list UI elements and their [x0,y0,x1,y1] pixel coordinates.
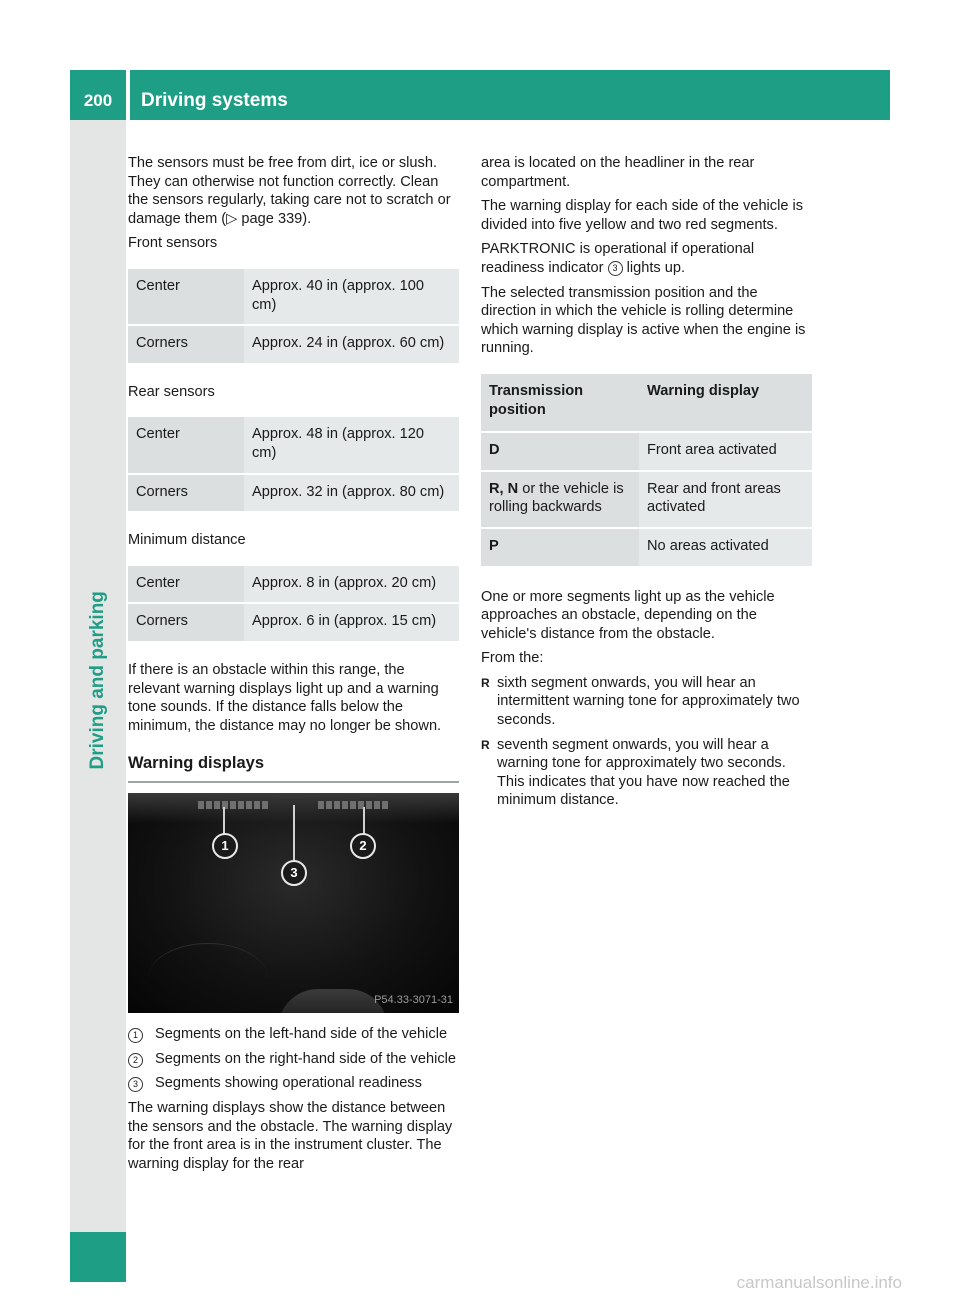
bullet-list [481,674,812,810]
seat-shape [278,989,388,1013]
segments-light-paragraph: One or more segments light up as the vehicle approaches an obstacle, depending on the vehicle's distance from the obstacle. [481,588,775,642]
table-row: D Front area activated [481,433,812,470]
legend-number: 1 [128,1028,143,1043]
legend-number: 2 [128,1053,143,1068]
legend-item: 1 Segments on the left-hand side of the vehicle [128,1025,459,1044]
list-item: R sixth segment onwards, you will hear an intermittent warning tone for approximately two seconds. [481,674,812,730]
callout-1: 1 [212,833,238,859]
intro-paragraph: The sensors must be free from dirt, ice or slush. They can otherwise not function correctly. Clean the sensors regularly, taking care not to scratch or damage them (▷ page 339). [128,155,451,227]
readiness-indicator-number: 3 [608,261,623,276]
segments-paragraph: The warning display for each side of the vehicle is divided into five yellow and two red segments. [481,198,804,233]
leader-line [223,807,225,835]
rear-sensors-table [128,415,459,513]
rear-sensors-label: Rear sensors [128,383,215,400]
right-column [481,154,812,816]
left-column [128,154,459,1179]
callout-2: 2 [350,833,376,859]
leader-line [363,807,365,835]
legend-item: 2 Segments on the right-hand side of the vehicle [128,1050,459,1069]
table-row: Center Approx. 8 in (approx. 20 cm) [128,566,459,603]
header-divider [126,70,130,120]
transmission-paragraph: The selected transmission position and the direction in which the vehicle is rolling determine which warning display is active when the engine is running. [481,284,806,357]
list-item: R seventh segment onwards, you will hear a warning tone for approximately two seconds. This indicates that you have now reached the minimum distance. [481,736,812,810]
continuation-paragraph: area is located on the headliner in the rear compartment. [481,155,755,190]
side-tab-block [70,1232,126,1282]
watermark: carmanualsonline.info [736,1273,902,1292]
interior-shape [148,943,268,1013]
front-sensors-label: Front sensors [128,235,218,252]
callout-3: 3 [281,860,307,886]
front-sensors-table [128,267,459,365]
table-row: Corners Approx. 32 in (approx. 80 cm) [128,475,459,512]
transmission-table [481,372,812,568]
table-header: Transmission position Warning display [481,374,812,431]
figure-id: P54.33-3071-31 [374,993,453,1006]
legend-number: 3 [128,1077,143,1092]
side-tab-label: Driving and parking [86,590,108,770]
table-row: Corners Approx. 6 in (approx. 15 cm) [128,604,459,641]
readiness-paragraph: PARKTRONIC is operational if operational readiness indicator 3 lights up. [481,241,755,276]
minimum-distance-table [128,564,459,643]
section-title: Driving systems [141,90,288,111]
right-segment-bar [318,801,388,809]
minimum-distance-label: Minimum distance [128,532,246,549]
heading-rule [128,781,459,783]
warning-display-figure [128,793,459,1013]
page-number: 200 [83,91,113,110]
left-segment-bar [198,801,268,809]
table-row: Center Approx. 48 in (approx. 120 cm) [128,417,459,472]
warning-displays-heading: Warning displays [128,754,264,773]
table-row: R, N or the vehicle is rolling backwards Rear and front areas activated [481,472,812,527]
legend-item: 3 Segments showing operational readiness [128,1074,459,1093]
from-the-label: From the: [481,650,544,667]
obstacle-paragraph: If there is an obstacle within this range, the relevant warning displays light up and a warning tone sounds. If the distance falls below the minimum, the distance may no longer be shown. [128,661,442,734]
table-row: P No areas activated [481,529,812,566]
table-row: Corners Approx. 24 in (approx. 60 cm) [128,326,459,363]
leader-line [293,805,295,863]
table-row: Center Approx. 40 in (approx. 100 cm) [128,269,459,324]
warning-displays-paragraph: The warning displays show the distance between the sensors and the obstacle. The warning display for the front area is in the instrument cluster. The warning display for the rear [128,1100,453,1172]
